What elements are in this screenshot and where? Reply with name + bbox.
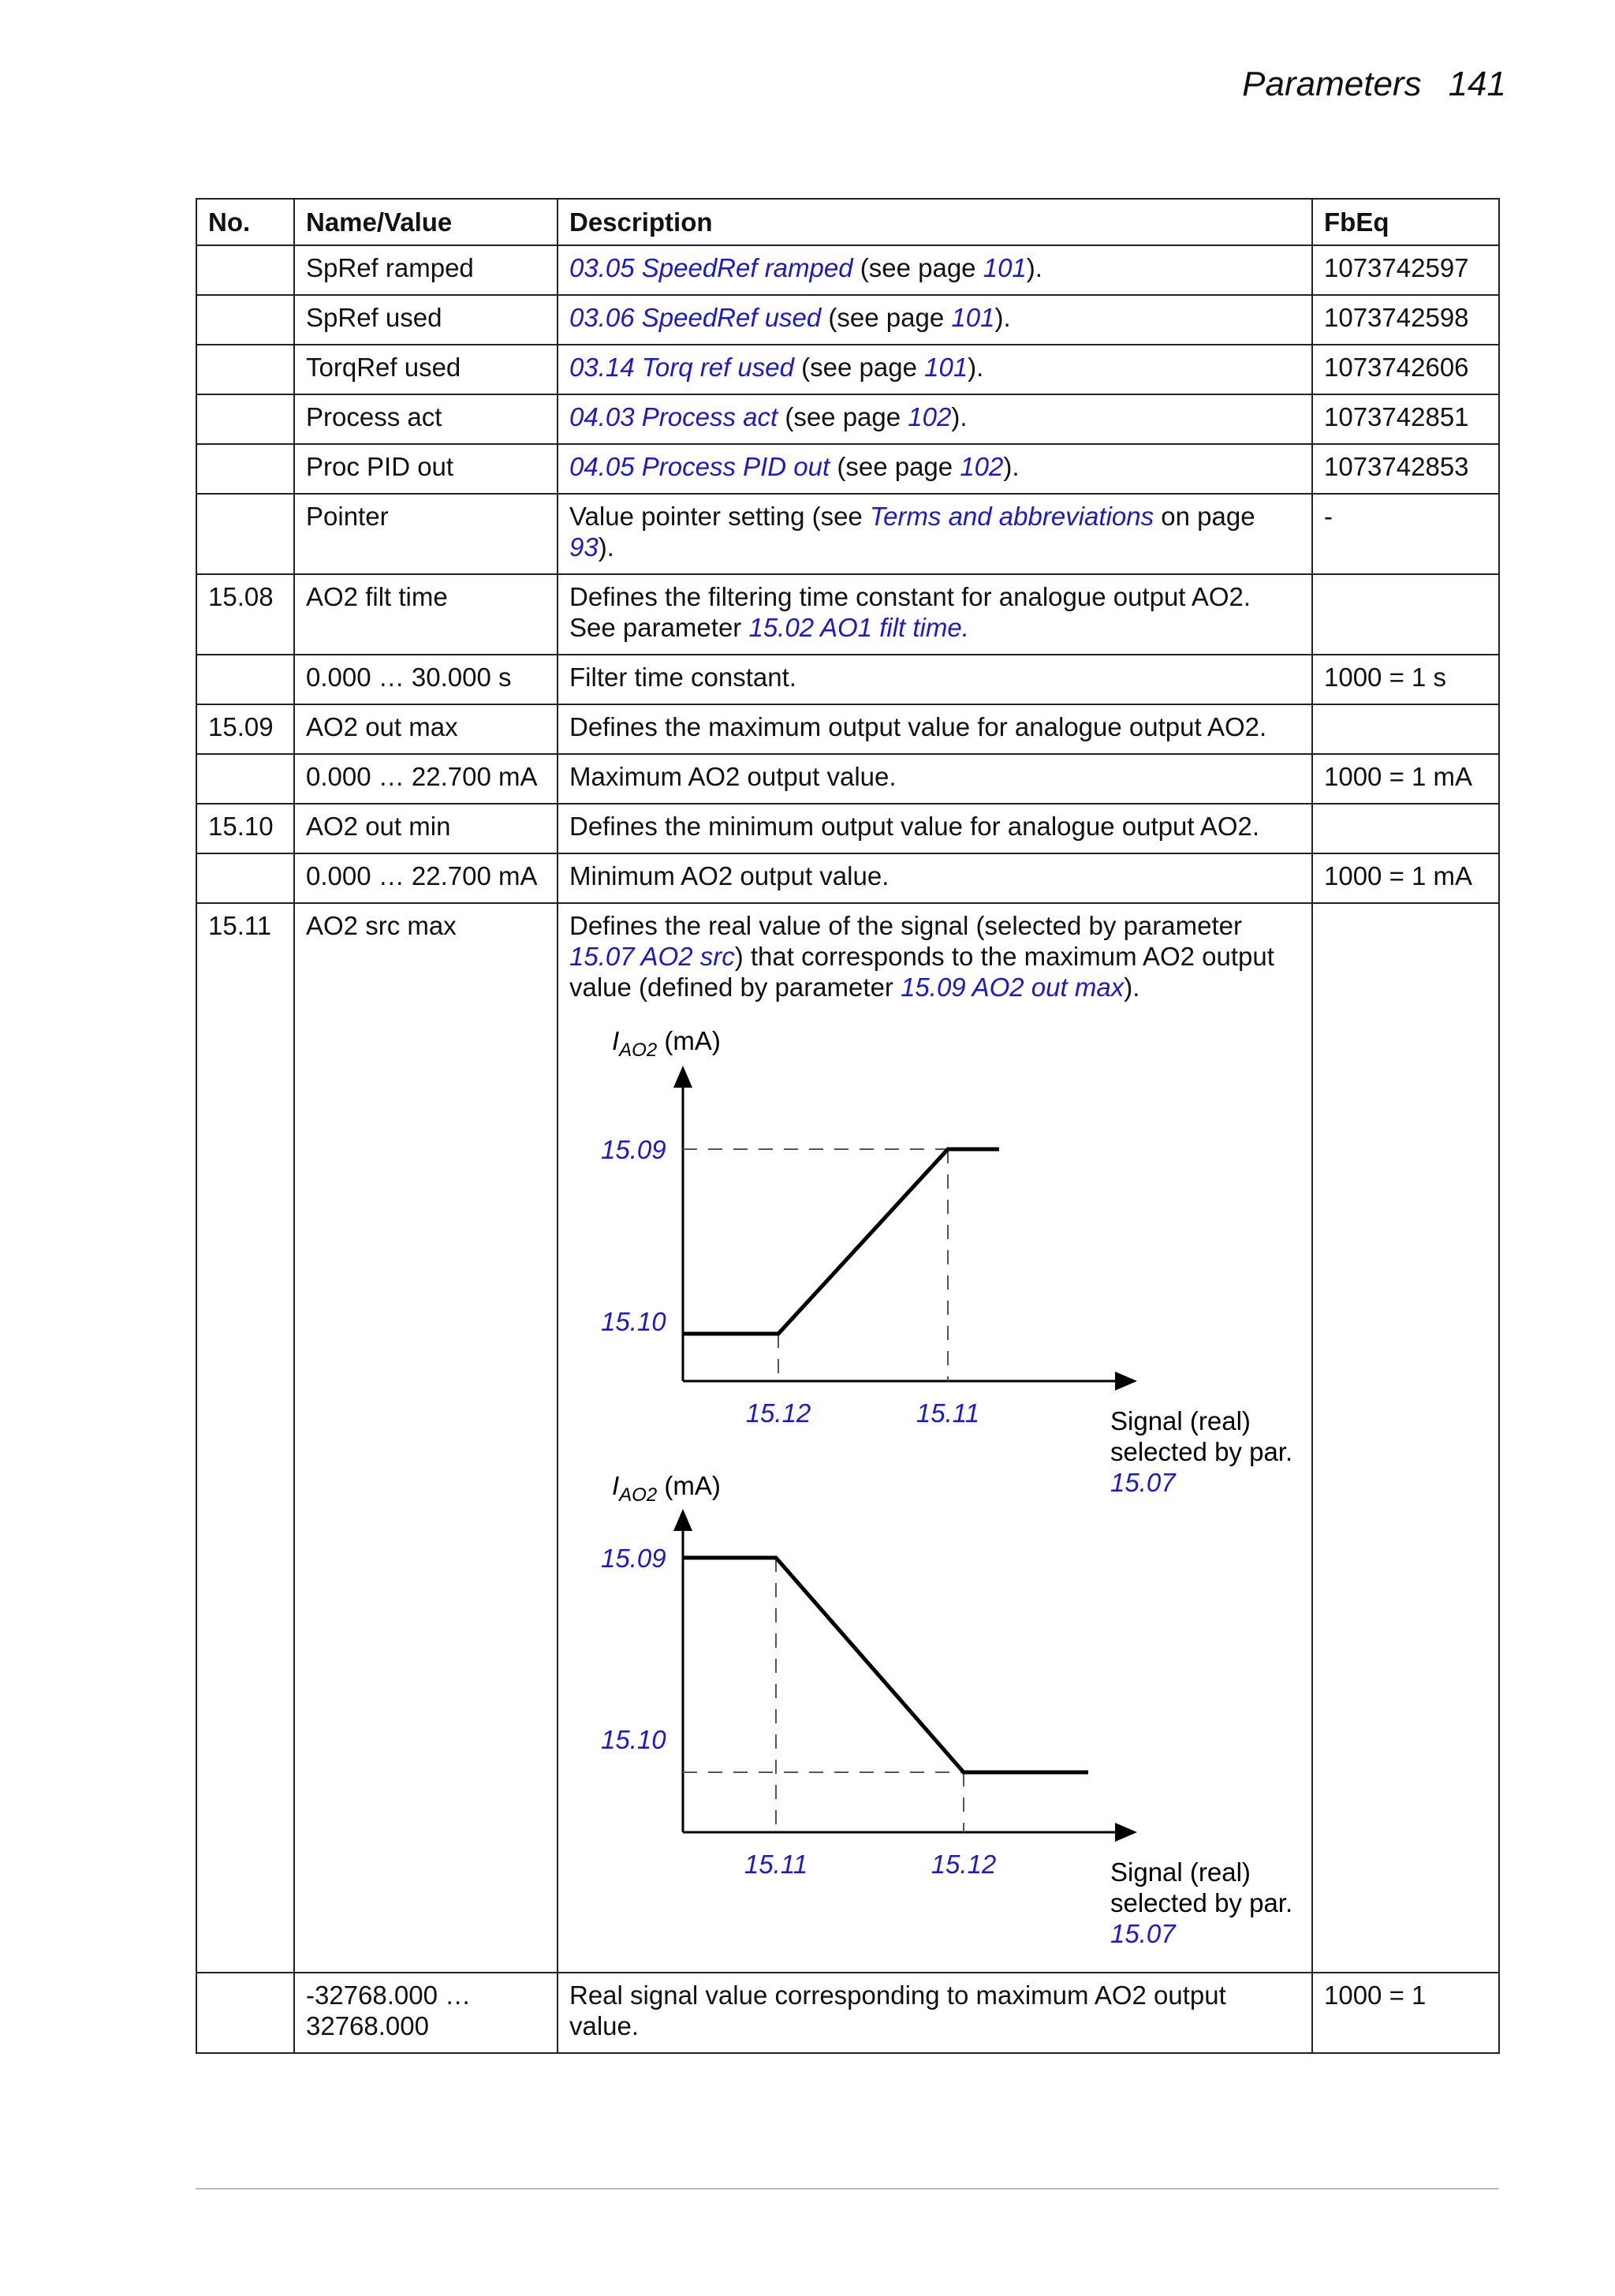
scaling-curve: [683, 1149, 999, 1334]
param-link[interactable]: 15.02 AO1 filt time: [748, 613, 962, 642]
y-axis-label: $I_{AO2}$ (mA): [612, 1471, 721, 1506]
label-min: 15.10: [601, 1307, 666, 1336]
cell-no: [196, 345, 294, 394]
page-link[interactable]: 102: [960, 452, 1004, 481]
table-row: [196, 245, 1499, 295]
scaling-curve: [683, 1558, 1088, 1772]
cell-fbeq: 1073742597: [1312, 245, 1499, 295]
cell-name: AO2 filt time: [294, 574, 558, 655]
table-row: [196, 574, 1499, 655]
table-row: [196, 1973, 1499, 2053]
cell-no: 15.08: [196, 574, 294, 655]
label-x-right: 15.11: [916, 1398, 980, 1428]
cell-no: 15.09: [196, 704, 294, 754]
table-row: [196, 394, 1499, 444]
page-link[interactable]: 101: [983, 253, 1027, 282]
y-axis-arrow: [673, 1509, 692, 1531]
col-header-no: No.: [196, 199, 294, 245]
cell-description: Defines the maximum output value for analogue output AO2.: [558, 704, 1312, 754]
cell-name: 0.000 … 30.000 s: [294, 655, 558, 704]
cell-fbeq: 1073742606: [1312, 345, 1499, 394]
x-axis-label-line2: selected by par.: [1110, 1888, 1293, 1917]
table-row: [196, 804, 1499, 853]
cell-description: 04.03 Process act (see page 102).: [558, 394, 1312, 444]
param-link[interactable]: 03.14 Torq ref used: [569, 353, 794, 382]
cell-fbeq: 1000 = 1 s: [1312, 655, 1499, 704]
cell-fbeq: 1000 = 1: [1312, 1973, 1499, 2053]
cell-description: Defines the filtering time constant for analogue output AO2. See parameter 15.02 AO1 filt time.: [558, 574, 1312, 655]
cell-name: Pointer: [294, 494, 558, 574]
terms-link[interactable]: Terms and abbreviations: [869, 502, 1154, 531]
cell-no: [196, 853, 294, 903]
cell-description: Real signal value corresponding to maximum AO2 output value.: [558, 1973, 1312, 2053]
upper-diagram: [601, 1026, 1292, 1497]
cell-no: [196, 245, 294, 295]
cell-description: Defines the minimum output value for analogue output AO2.: [558, 804, 1312, 853]
cell-fbeq: 1000 = 1 mA: [1312, 853, 1499, 903]
cell-fbeq: 1073742851: [1312, 394, 1499, 444]
cell-name: Process act: [294, 394, 558, 444]
col-header-name: Name/Value: [294, 199, 558, 245]
cell-fbeq: 1000 = 1 mA: [1312, 754, 1499, 804]
cell-no: [196, 1973, 294, 2053]
page-number: 141: [1448, 65, 1506, 103]
y-axis-label: $I_{AO2}$ (mA): [612, 1026, 721, 1061]
cell-description: Value pointer setting (see Terms and abbreviations on page 93).: [558, 494, 1312, 574]
footer-divider: [196, 2188, 1498, 2190]
page-link[interactable]: 101: [924, 353, 968, 382]
cell-name: AO2 out min: [294, 804, 558, 853]
x-axis-arrow: [1115, 1372, 1137, 1391]
page-link[interactable]: 102: [908, 402, 952, 431]
cell-name: AO2 out max: [294, 704, 558, 754]
cell-description: Maximum AO2 output value.: [558, 754, 1312, 804]
cell-fbeq: [1312, 903, 1499, 1973]
page-link[interactable]: 93: [569, 532, 599, 562]
cell-no: [196, 394, 294, 444]
cell-fbeq: [1312, 574, 1499, 655]
cell-fbeq: -: [1312, 494, 1499, 574]
cell-no: 15.11: [196, 903, 294, 1973]
ao2-scaling-diagrams: [569, 1021, 1303, 1972]
page-header: [1242, 65, 1506, 104]
param-link[interactable]: 03.06 SpeedRef used: [569, 303, 822, 332]
x-axis-label-param: 15.07: [1110, 1919, 1176, 1948]
col-header-description: Description: [558, 199, 1312, 245]
table-row: [196, 704, 1499, 754]
cell-no: [196, 754, 294, 804]
table-header-row: [196, 199, 1499, 245]
cell-fbeq: [1312, 704, 1499, 754]
param-link[interactable]: 03.05 SpeedRef ramped: [569, 253, 853, 282]
table-row: [196, 853, 1499, 903]
cell-description: Defines the real value of the signal (selected by parameter 15.07 AO2 src) that corresponds to the maximum AO2 output value (defined by parameter 15.09 AO2 out max). $I_{AO2}$ (mA) 15.09 15.10 15.12 15.11 Signal (real) selected by par. 15.07 $I_{AO2}$ (mA) 15.09 15.10 15.11 15.12 Signal (real) selected by par. 15.07: [558, 903, 1312, 1973]
section-title: Parameters: [1242, 65, 1422, 103]
param-link[interactable]: 04.03 Process act: [569, 402, 778, 431]
cell-description: 03.14 Torq ref used (see page 101).: [558, 345, 1312, 394]
label-max: 15.09: [601, 1544, 666, 1573]
cell-no: [196, 295, 294, 345]
cell-no: [196, 655, 294, 704]
cell-no: [196, 494, 294, 574]
label-max: 15.09: [601, 1135, 666, 1164]
cell-no: 15.10: [196, 804, 294, 853]
label-min: 15.10: [601, 1725, 666, 1754]
table-row: [196, 754, 1499, 804]
cell-fbeq: 1073742598: [1312, 295, 1499, 345]
table-row: [196, 345, 1499, 394]
param-link[interactable]: 04.05 Process PID out: [569, 452, 830, 481]
label-x-left: 15.12: [745, 1398, 811, 1428]
table-row: [196, 295, 1499, 345]
table-row: [196, 444, 1499, 494]
y-axis-arrow: [673, 1066, 692, 1088]
cell-fbeq: [1312, 804, 1499, 853]
cell-name: -32768.000 … 32768.000: [294, 1973, 558, 2053]
cell-name: SpRef ramped: [294, 245, 558, 295]
label-x-right: 15.12: [931, 1850, 997, 1879]
cell-name: 0.000 … 22.700 mA: [294, 853, 558, 903]
cell-name: Proc PID out: [294, 444, 558, 494]
cell-description: 03.05 SpeedRef ramped (see page 101).: [558, 245, 1312, 295]
parameter-table: [196, 198, 1500, 2054]
lower-diagram: [601, 1471, 1292, 1948]
cell-fbeq: 1073742853: [1312, 444, 1499, 494]
param-link[interactable]: 15.07 AO2 src: [569, 942, 735, 971]
cell-name: AO2 src max: [294, 903, 558, 1973]
table-row: [196, 655, 1499, 704]
label-x-left: 15.11: [744, 1850, 808, 1879]
cell-description: 03.06 SpeedRef used (see page 101).: [558, 295, 1312, 345]
cell-no: [196, 444, 294, 494]
x-axis-label-param: 15.07: [1110, 1468, 1176, 1497]
cell-name: SpRef used: [294, 295, 558, 345]
table-row: [196, 494, 1499, 574]
col-header-fbeq: FbEq: [1312, 199, 1499, 245]
cell-description: Minimum AO2 output value.: [558, 853, 1312, 903]
page-link[interactable]: 101: [951, 303, 995, 332]
cell-name: 0.000 … 22.700 mA: [294, 754, 558, 804]
x-axis-label-line1: Signal (real): [1110, 1857, 1251, 1887]
param-link[interactable]: 15.09 AO2 out max: [901, 973, 1125, 1002]
x-axis-arrow: [1115, 1823, 1137, 1842]
x-axis-label-line2: selected by par.: [1110, 1437, 1293, 1466]
cell-description: Filter time constant.: [558, 655, 1312, 704]
table-row: [196, 903, 1499, 1973]
x-axis-label-line1: Signal (real): [1110, 1406, 1251, 1435]
cell-name: TorqRef used: [294, 345, 558, 394]
cell-description: 04.05 Process PID out (see page 102).: [558, 444, 1312, 494]
